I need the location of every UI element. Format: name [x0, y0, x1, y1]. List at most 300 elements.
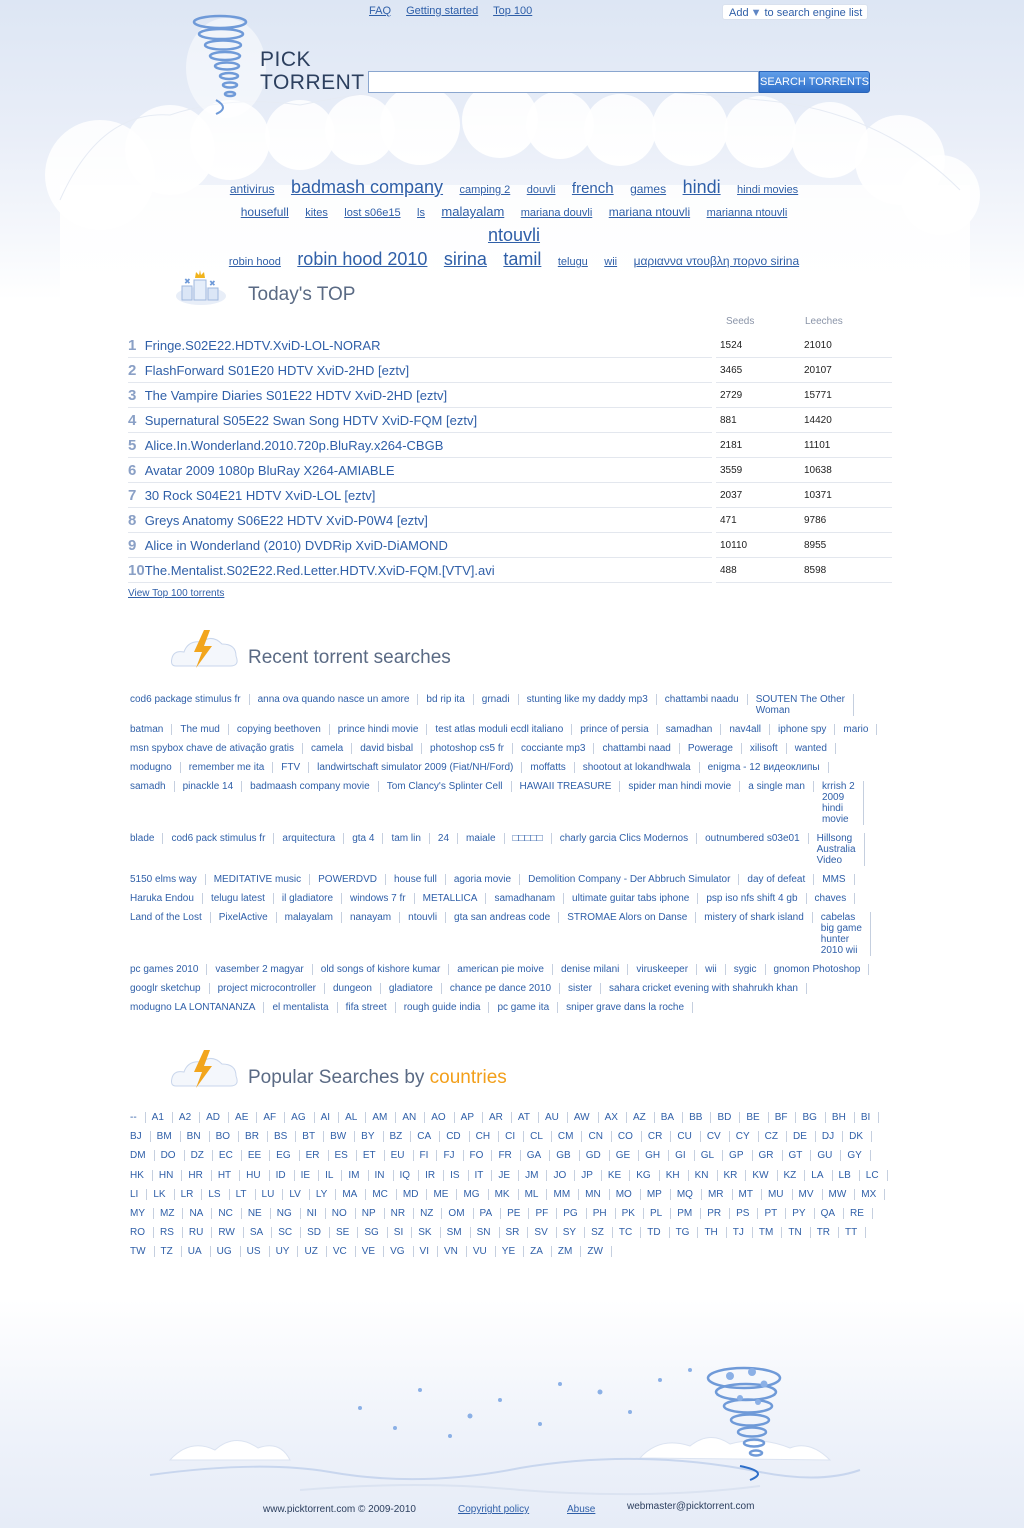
country-code-link[interactable]: AD	[204, 1112, 229, 1123]
country-code-link[interactable]: GI	[673, 1150, 695, 1161]
country-code-link[interactable]: SR	[504, 1227, 529, 1238]
recent-search-link[interactable]: wanted	[793, 743, 836, 754]
country-code-link[interactable]: DM	[128, 1150, 155, 1161]
country-code-link[interactable]: BZ	[388, 1131, 412, 1142]
recent-search-link[interactable]: vasember 2 magyar	[213, 964, 312, 975]
country-code-link[interactable]: AN	[400, 1112, 425, 1123]
site-logo-text[interactable]	[260, 48, 365, 94]
recent-search-link[interactable]: psp iso nfs shift 4 gb	[704, 893, 806, 904]
country-code-link[interactable]: PL	[648, 1208, 671, 1219]
country-code-link[interactable]: SV	[532, 1227, 556, 1238]
recent-search-link[interactable]: house full	[392, 874, 446, 885]
country-code-link[interactable]: MW	[827, 1189, 856, 1200]
country-code-link[interactable]: QA	[819, 1208, 844, 1219]
torrent-link[interactable]: Fringe.S02E22.HDTV.XviD-LOL-NORAR	[144, 337, 381, 353]
tag-link[interactable]: marianna ntouvli	[706, 207, 788, 219]
tag-link[interactable]: tamil	[503, 249, 542, 269]
country-code-link[interactable]: KH	[664, 1170, 689, 1181]
tag-link[interactable]: kites	[305, 207, 328, 219]
country-code-link[interactable]: NZ	[418, 1208, 442, 1219]
country-code-link[interactable]: AM	[370, 1112, 396, 1123]
recent-search-link[interactable]: maiale	[464, 833, 504, 844]
country-code-link[interactable]: KW	[750, 1170, 777, 1181]
country-code-link[interactable]: NR	[389, 1208, 414, 1219]
torrent-link[interactable]: FlashForward S01E20 HDTV XviD-2HD [eztv]	[144, 362, 410, 378]
country-code-link[interactable]: A1	[150, 1112, 173, 1123]
country-code-link[interactable]: HT	[216, 1170, 240, 1181]
recent-search-link[interactable]: cabelas big game hunter 2010 wii	[819, 912, 871, 956]
recent-search-link[interactable]: photoshop cs5 fr	[428, 743, 513, 754]
recent-search-link[interactable]: modugno LA LONTANANZA	[128, 1002, 264, 1013]
recent-search-link[interactable]: sister	[566, 983, 601, 994]
country-code-link[interactable]: TH	[702, 1227, 726, 1238]
recent-search-link[interactable]: iphone spy	[776, 724, 835, 735]
country-code-link[interactable]: LB	[837, 1170, 860, 1181]
tag-link[interactable]: mariana douvli	[520, 207, 593, 219]
recent-search-link[interactable]: remember me ita	[187, 762, 274, 773]
recent-search-link[interactable]: Demolition Company - Der Abbruch Simulator	[526, 874, 739, 885]
recent-search-link[interactable]: xilisoft	[748, 743, 787, 754]
country-code-link[interactable]: DJ	[820, 1131, 843, 1142]
recent-search-link[interactable]: chattambi naad	[600, 743, 679, 754]
country-code-link[interactable]: PS	[734, 1208, 758, 1219]
recent-search-link[interactable]: Tom Clancy's Splinter Cell	[385, 781, 512, 792]
recent-search-link[interactable]: SOUTEN The Other Woman	[754, 694, 854, 716]
tag-link[interactable]: wii	[604, 256, 618, 268]
country-code-link[interactable]: AW	[572, 1112, 599, 1123]
country-code-link[interactable]: IT	[473, 1170, 493, 1181]
country-code-link[interactable]: MV	[797, 1189, 823, 1200]
country-code-link[interactable]: BG	[800, 1112, 825, 1123]
recent-search-link[interactable]: viruskeeper	[634, 964, 697, 975]
country-code-link[interactable]: --	[128, 1112, 146, 1123]
country-code-link[interactable]: NI	[305, 1208, 326, 1219]
country-code-link[interactable]: CN	[586, 1131, 611, 1142]
recent-search-link[interactable]: copying beethoven	[235, 724, 330, 735]
country-code-link[interactable]: SN	[475, 1227, 500, 1238]
country-code-link[interactable]: UY	[274, 1246, 299, 1257]
torrent-link[interactable]: Alice.In.Wonderland.2010.720p.BluRay.x264-CBGB	[144, 437, 444, 453]
recent-search-link[interactable]: camela	[309, 743, 352, 754]
country-code-link[interactable]: PF	[533, 1208, 557, 1219]
country-code-link[interactable]: AI	[319, 1112, 339, 1123]
country-code-link[interactable]: VC	[331, 1246, 356, 1257]
torrent-link[interactable]: The Vampire Diaries S01E22 HDTV XviD-2HD [eztv]	[144, 387, 448, 403]
country-code-link[interactable]: CH	[474, 1131, 499, 1142]
recent-search-link[interactable]: spider man hindi movie	[626, 781, 740, 792]
recent-search-link[interactable]: Land of the Lost	[128, 912, 211, 923]
recent-search-link[interactable]: Powerage	[686, 743, 742, 754]
country-code-link[interactable]: GB	[554, 1150, 579, 1161]
country-code-link[interactable]: CU	[675, 1131, 700, 1142]
country-code-link[interactable]: CM	[556, 1131, 583, 1142]
torrent-link[interactable]: Alice in Wonderland (2010) DVDRip XviD-DiAMOND	[144, 537, 448, 553]
torrent-link[interactable]: Avatar 2009 1080p BluRay X264-AMIABLE	[144, 462, 395, 478]
country-code-link[interactable]: PG	[561, 1208, 586, 1219]
recent-search-link[interactable]: sniper grave dans la roche	[564, 1002, 693, 1013]
country-code-link[interactable]: A2	[177, 1112, 200, 1123]
recent-search-link[interactable]: gnomon Photoshop	[772, 964, 870, 975]
recent-search-link[interactable]: el mentalista	[270, 1002, 337, 1013]
recent-search-link[interactable]: chattambi naadu	[663, 694, 748, 705]
country-code-link[interactable]: CD	[444, 1131, 469, 1142]
country-code-link[interactable]: MM	[551, 1189, 579, 1200]
recent-search-link[interactable]: cod6 pack stimulus fr	[169, 833, 274, 844]
country-code-link[interactable]: BT	[300, 1131, 324, 1142]
country-code-link[interactable]: BR	[243, 1131, 268, 1142]
recent-search-link[interactable]: gta san andreas code	[452, 912, 559, 923]
top100-link[interactable]: Top 100	[493, 5, 533, 17]
country-code-link[interactable]: ES	[333, 1150, 357, 1161]
recent-search-link[interactable]: moffatts	[528, 762, 574, 773]
recent-search-link[interactable]: enigma - 12 видеоклипы	[706, 762, 829, 773]
country-code-link[interactable]: MA	[340, 1189, 366, 1200]
country-code-link[interactable]: AU	[543, 1112, 568, 1123]
country-code-link[interactable]: MQ	[675, 1189, 702, 1200]
country-code-link[interactable]: BE	[744, 1112, 768, 1123]
country-code-link[interactable]: JO	[551, 1170, 575, 1181]
tag-link[interactable]: french	[571, 180, 614, 197]
country-code-link[interactable]: MP	[645, 1189, 671, 1200]
recent-search-link[interactable]: MMS	[820, 874, 854, 885]
country-code-link[interactable]: GD	[584, 1150, 610, 1161]
country-code-link[interactable]: MC	[370, 1189, 397, 1200]
country-code-link[interactable]: VI	[418, 1246, 438, 1257]
country-code-link[interactable]: SA	[248, 1227, 272, 1238]
country-code-link[interactable]: BM	[155, 1131, 181, 1142]
country-code-link[interactable]: GU	[815, 1150, 841, 1161]
country-code-link[interactable]: YE	[500, 1246, 524, 1257]
recent-search-link[interactable]: shootout at lokandhwala	[581, 762, 700, 773]
recent-search-link[interactable]: denise milani	[559, 964, 628, 975]
country-code-link[interactable]: VE	[360, 1246, 384, 1257]
country-code-link[interactable]: UG	[215, 1246, 241, 1257]
country-code-link[interactable]: KG	[634, 1170, 659, 1181]
country-code-link[interactable]: FJ	[441, 1150, 463, 1161]
country-code-link[interactable]: SY	[561, 1227, 585, 1238]
country-code-link[interactable]: CI	[503, 1131, 524, 1142]
country-code-link[interactable]: FI	[418, 1150, 438, 1161]
recent-search-link[interactable]: old songs of kishore kumar	[319, 964, 450, 975]
country-code-link[interactable]: ZW	[585, 1246, 612, 1257]
country-code-link[interactable]: PK	[620, 1208, 644, 1219]
country-code-link[interactable]: VU	[471, 1246, 496, 1257]
country-code-link[interactable]: BN	[185, 1131, 210, 1142]
recent-search-link[interactable]: gladiatore	[387, 983, 442, 994]
country-code-link[interactable]: CO	[616, 1131, 642, 1142]
country-code-link[interactable]: CR	[646, 1131, 671, 1142]
country-code-link[interactable]: LY	[314, 1189, 337, 1200]
country-code-link[interactable]: BD	[715, 1112, 740, 1123]
recent-search-link[interactable]: chaves	[813, 893, 856, 904]
country-code-link[interactable]: US	[245, 1246, 270, 1257]
country-code-link[interactable]: AE	[233, 1112, 257, 1123]
country-code-link[interactable]: SM	[445, 1227, 471, 1238]
country-code-link[interactable]: CV	[705, 1131, 730, 1142]
recent-search-link[interactable]: telugu latest	[209, 893, 274, 904]
recent-search-link[interactable]: a single man	[746, 781, 814, 792]
country-code-link[interactable]: RE	[848, 1208, 873, 1219]
country-code-link[interactable]: BO	[214, 1131, 239, 1142]
country-code-link[interactable]: GE	[614, 1150, 639, 1161]
country-code-link[interactable]: FO	[468, 1150, 493, 1161]
country-code-link[interactable]: HK	[128, 1170, 153, 1181]
recent-search-link[interactable]: MEDITATIVE music	[212, 874, 310, 885]
country-code-link[interactable]: EC	[217, 1150, 242, 1161]
country-code-link[interactable]: DK	[847, 1131, 872, 1142]
country-code-link[interactable]: SK	[416, 1227, 440, 1238]
recent-search-link[interactable]: cod6 package stimulus fr	[128, 694, 250, 705]
country-code-link[interactable]: GA	[525, 1150, 550, 1161]
view-top100-link[interactable]: View Top 100 torrents	[128, 588, 225, 599]
country-code-link[interactable]: GP	[727, 1150, 752, 1161]
country-code-link[interactable]: BI	[859, 1112, 879, 1123]
country-code-link[interactable]: GT	[787, 1150, 812, 1161]
country-code-link[interactable]: VG	[388, 1246, 413, 1257]
recent-search-link[interactable]: The mud	[178, 724, 228, 735]
country-code-link[interactable]: BF	[773, 1112, 797, 1123]
country-code-link[interactable]: DE	[791, 1131, 816, 1142]
country-code-link[interactable]: GL	[699, 1150, 723, 1161]
country-code-link[interactable]: TM	[757, 1227, 782, 1238]
torrent-link[interactable]: Supernatural S05E22 Swan Song HDTV XviD-FQM [eztv]	[144, 412, 478, 428]
country-code-link[interactable]: LS	[206, 1189, 229, 1200]
recent-search-link[interactable]: nav4all	[727, 724, 770, 735]
recent-search-link[interactable]: HAWAII TREASURE	[518, 781, 621, 792]
search-torrents-button[interactable]: SEARCH TORRENTS	[759, 71, 870, 93]
search-input[interactable]	[368, 71, 759, 93]
recent-search-link[interactable]: david bisbal	[358, 743, 422, 754]
country-code-link[interactable]: MR	[706, 1189, 733, 1200]
country-code-link[interactable]: PE	[505, 1208, 529, 1219]
recent-search-link[interactable]: stunting like my daddy mp3	[525, 694, 657, 705]
recent-search-link[interactable]: bd rip ita	[424, 694, 473, 705]
country-code-link[interactable]: HR	[186, 1170, 211, 1181]
recent-search-link[interactable]: pc game ita	[495, 1002, 558, 1013]
country-code-link[interactable]: ME	[431, 1189, 457, 1200]
country-code-link[interactable]: IL	[323, 1170, 342, 1181]
country-code-link[interactable]: LA	[809, 1170, 832, 1181]
add-search-engine-button[interactable]	[722, 4, 868, 20]
country-code-link[interactable]: MK	[493, 1189, 519, 1200]
recent-search-link[interactable]: arquitectura	[280, 833, 344, 844]
country-code-link[interactable]: CL	[528, 1131, 552, 1142]
recent-search-link[interactable]: ntouvli	[406, 912, 446, 923]
recent-search-link[interactable]: batman	[128, 724, 172, 735]
recent-search-link[interactable]: badmaash company movie	[248, 781, 379, 792]
country-code-link[interactable]: AL	[343, 1112, 366, 1123]
country-code-link[interactable]: EG	[274, 1150, 299, 1161]
tag-link[interactable]: housefull	[240, 205, 289, 219]
country-code-link[interactable]: GR	[757, 1150, 783, 1161]
country-code-link[interactable]: PY	[790, 1208, 814, 1219]
recent-search-link[interactable]: grnadi	[480, 694, 519, 705]
country-code-link[interactable]: LI	[128, 1189, 147, 1200]
country-code-link[interactable]: RW	[216, 1227, 243, 1238]
tag-link[interactable]: games	[630, 182, 667, 196]
country-code-link[interactable]: RU	[187, 1227, 212, 1238]
country-code-link[interactable]: EE	[246, 1150, 270, 1161]
country-code-link[interactable]: MU	[766, 1189, 793, 1200]
country-code-link[interactable]: LK	[151, 1189, 174, 1200]
recent-search-link[interactable]: modugno	[128, 762, 181, 773]
recent-search-link[interactable]: il gladiatore	[280, 893, 342, 904]
recent-search-link[interactable]: charly garcia Clics Modernos	[558, 833, 697, 844]
country-code-link[interactable]: KE	[606, 1170, 630, 1181]
country-code-link[interactable]: MD	[401, 1189, 428, 1200]
country-code-link[interactable]: AR	[487, 1112, 512, 1123]
country-code-link[interactable]: IE	[299, 1170, 319, 1181]
country-code-link[interactable]: UZ	[302, 1246, 326, 1257]
country-code-link[interactable]: MY	[128, 1208, 154, 1219]
recent-search-link[interactable]: tam lin	[389, 833, 429, 844]
country-code-link[interactable]: MG	[461, 1189, 488, 1200]
country-code-link[interactable]: PR	[705, 1208, 730, 1219]
country-code-link[interactable]: AZ	[631, 1112, 655, 1123]
tag-link[interactable]: douvli	[526, 184, 556, 196]
country-code-link[interactable]: BA	[659, 1112, 683, 1123]
country-code-link[interactable]: BJ	[128, 1131, 151, 1142]
country-code-link[interactable]: TR	[815, 1227, 839, 1238]
country-code-link[interactable]: JM	[523, 1170, 547, 1181]
country-code-link[interactable]: AX	[603, 1112, 627, 1123]
country-code-link[interactable]: JP	[579, 1170, 602, 1181]
country-code-link[interactable]: LR	[179, 1189, 203, 1200]
recent-search-link[interactable]: wii	[703, 964, 726, 975]
country-code-link[interactable]: TN	[786, 1227, 810, 1238]
country-code-link[interactable]: AP	[459, 1112, 483, 1123]
abuse-link[interactable]: Abuse	[567, 1504, 596, 1515]
tag-link[interactable]: sirina	[443, 249, 487, 269]
country-code-link[interactable]: VN	[442, 1246, 467, 1257]
country-code-link[interactable]: PA	[478, 1208, 502, 1219]
country-code-link[interactable]: ID	[274, 1170, 295, 1181]
recent-search-link[interactable]: FTV	[279, 762, 309, 773]
tag-link[interactable]: hindi movies	[737, 184, 799, 196]
country-code-link[interactable]: TG	[674, 1227, 699, 1238]
country-code-link[interactable]: TW	[128, 1246, 155, 1257]
country-code-link[interactable]: BY	[359, 1131, 383, 1142]
country-code-link[interactable]: PM	[675, 1208, 701, 1219]
recent-search-link[interactable]: windows 7 fr	[348, 893, 415, 904]
torrent-link[interactable]: 30 Rock S04E21 HDTV XviD-LOL [eztv]	[144, 487, 376, 503]
country-code-link[interactable]: GY	[845, 1150, 870, 1161]
country-code-link[interactable]: MX	[859, 1189, 885, 1200]
recent-search-link[interactable]: ultimate guitar tabs iphone	[570, 893, 698, 904]
recent-search-link[interactable]: prince of persia	[578, 724, 657, 735]
country-code-link[interactable]: IS	[448, 1170, 468, 1181]
recent-search-link[interactable]: blade	[128, 833, 163, 844]
country-code-link[interactable]: BS	[272, 1131, 296, 1142]
recent-search-link[interactable]: STROMAE Alors on Danse	[565, 912, 696, 923]
tag-link[interactable]: robin hood	[228, 256, 281, 268]
recent-search-link[interactable]: day of defeat	[745, 874, 814, 885]
tag-link[interactable]: badmash company	[290, 177, 444, 197]
tag-link[interactable]: telugu	[557, 256, 588, 268]
recent-search-link[interactable]: 24	[436, 833, 458, 844]
recent-search-link[interactable]: Haruka Endou	[128, 893, 203, 904]
recent-search-link[interactable]: agoria movie	[452, 874, 520, 885]
country-code-link[interactable]: IQ	[398, 1170, 420, 1181]
recent-search-link[interactable]: mario	[841, 724, 877, 735]
recent-search-link[interactable]: anna ova quando nasce un amore	[256, 694, 419, 705]
tag-link[interactable]: camping 2	[459, 184, 511, 196]
recent-search-link[interactable]: outnumbered s03e01	[703, 833, 809, 844]
tag-link[interactable]: lost s06e15	[344, 207, 401, 219]
country-code-link[interactable]: ZM	[556, 1246, 581, 1257]
recent-search-link[interactable]: googlr sketchup	[128, 983, 210, 994]
country-code-link[interactable]: KR	[722, 1170, 747, 1181]
country-code-link[interactable]: FR	[496, 1150, 520, 1161]
torrent-link[interactable]: Greys Anatomy S06E22 HDTV XviD-P0W4 [eztv]	[144, 512, 428, 528]
recent-search-link[interactable]: nanayam	[348, 912, 400, 923]
country-code-link[interactable]: JE	[496, 1170, 519, 1181]
country-code-link[interactable]: IN	[373, 1170, 394, 1181]
recent-search-link[interactable]: PixelActive	[217, 912, 277, 923]
country-code-link[interactable]: CY	[734, 1131, 759, 1142]
recent-search-link[interactable]: pinackle 14	[181, 781, 243, 792]
country-code-link[interactable]: LU	[260, 1189, 284, 1200]
recent-search-link[interactable]: sygic	[732, 964, 766, 975]
country-code-link[interactable]: ET	[361, 1150, 385, 1161]
country-code-link[interactable]: ML	[523, 1189, 548, 1200]
recent-search-link[interactable]: 5150 elms way	[128, 874, 206, 885]
recent-search-link[interactable]: mistery of shark island	[702, 912, 812, 923]
recent-search-link[interactable]: msn spybox chave de ativação gratis	[128, 743, 303, 754]
recent-search-link[interactable]: landwirtschaft simulator 2009 (Fiat/NH/Ford)	[315, 762, 522, 773]
country-code-link[interactable]: ER	[304, 1150, 329, 1161]
country-code-link[interactable]: GH	[643, 1150, 669, 1161]
tag-link[interactable]: ntouvli	[487, 225, 541, 245]
recent-search-link[interactable]: project microcontroller	[216, 983, 325, 994]
country-code-link[interactable]: TT	[843, 1227, 866, 1238]
recent-search-link[interactable]: samadhanam	[492, 893, 564, 904]
country-code-link[interactable]: AG	[289, 1112, 314, 1123]
country-code-link[interactable]: SG	[362, 1227, 387, 1238]
country-code-link[interactable]: SE	[334, 1227, 358, 1238]
country-code-link[interactable]: CA	[415, 1131, 440, 1142]
country-code-link[interactable]: UA	[186, 1246, 211, 1257]
country-code-link[interactable]: HU	[244, 1170, 269, 1181]
recent-search-link[interactable]: rough guide india	[402, 1002, 490, 1013]
country-code-link[interactable]: NO	[330, 1208, 356, 1219]
tag-link[interactable]: antivirus	[229, 182, 275, 196]
country-code-link[interactable]: DO	[159, 1150, 185, 1161]
country-code-link[interactable]: DZ	[189, 1150, 213, 1161]
country-code-link[interactable]: IR	[423, 1170, 444, 1181]
recent-search-link[interactable]: pc games 2010	[128, 964, 207, 975]
webmaster-email[interactable]: webmaster@picktorrent.com	[627, 1501, 755, 1512]
country-code-link[interactable]: SZ	[589, 1227, 613, 1238]
recent-search-link[interactable]: □□□□□	[511, 833, 552, 844]
tag-link[interactable]: μαριαννα ντουβλη πορνο sirina	[633, 254, 800, 268]
country-code-link[interactable]: MT	[737, 1189, 762, 1200]
country-code-link[interactable]: MO	[614, 1189, 641, 1200]
recent-search-link[interactable]: prince hindi movie	[336, 724, 428, 735]
country-code-link[interactable]: TC	[617, 1227, 641, 1238]
torrent-link[interactable]: The.Mentalist.S02E22.Red.Letter.HDTV.XviD-FQM.[VTV].avi	[144, 562, 495, 578]
country-code-link[interactable]: LT	[234, 1189, 256, 1200]
country-code-link[interactable]: TZ	[159, 1246, 182, 1257]
country-code-link[interactable]: CZ	[763, 1131, 787, 1142]
getting-started-link[interactable]: Getting started	[406, 5, 479, 17]
country-code-link[interactable]: RS	[158, 1227, 183, 1238]
tag-link[interactable]: robin hood 2010	[297, 249, 428, 269]
faq-link[interactable]: FAQ	[369, 5, 392, 17]
country-code-link[interactable]: TD	[645, 1227, 669, 1238]
recent-search-link[interactable]: dungeon	[331, 983, 381, 994]
country-code-link[interactable]: BB	[687, 1112, 711, 1123]
